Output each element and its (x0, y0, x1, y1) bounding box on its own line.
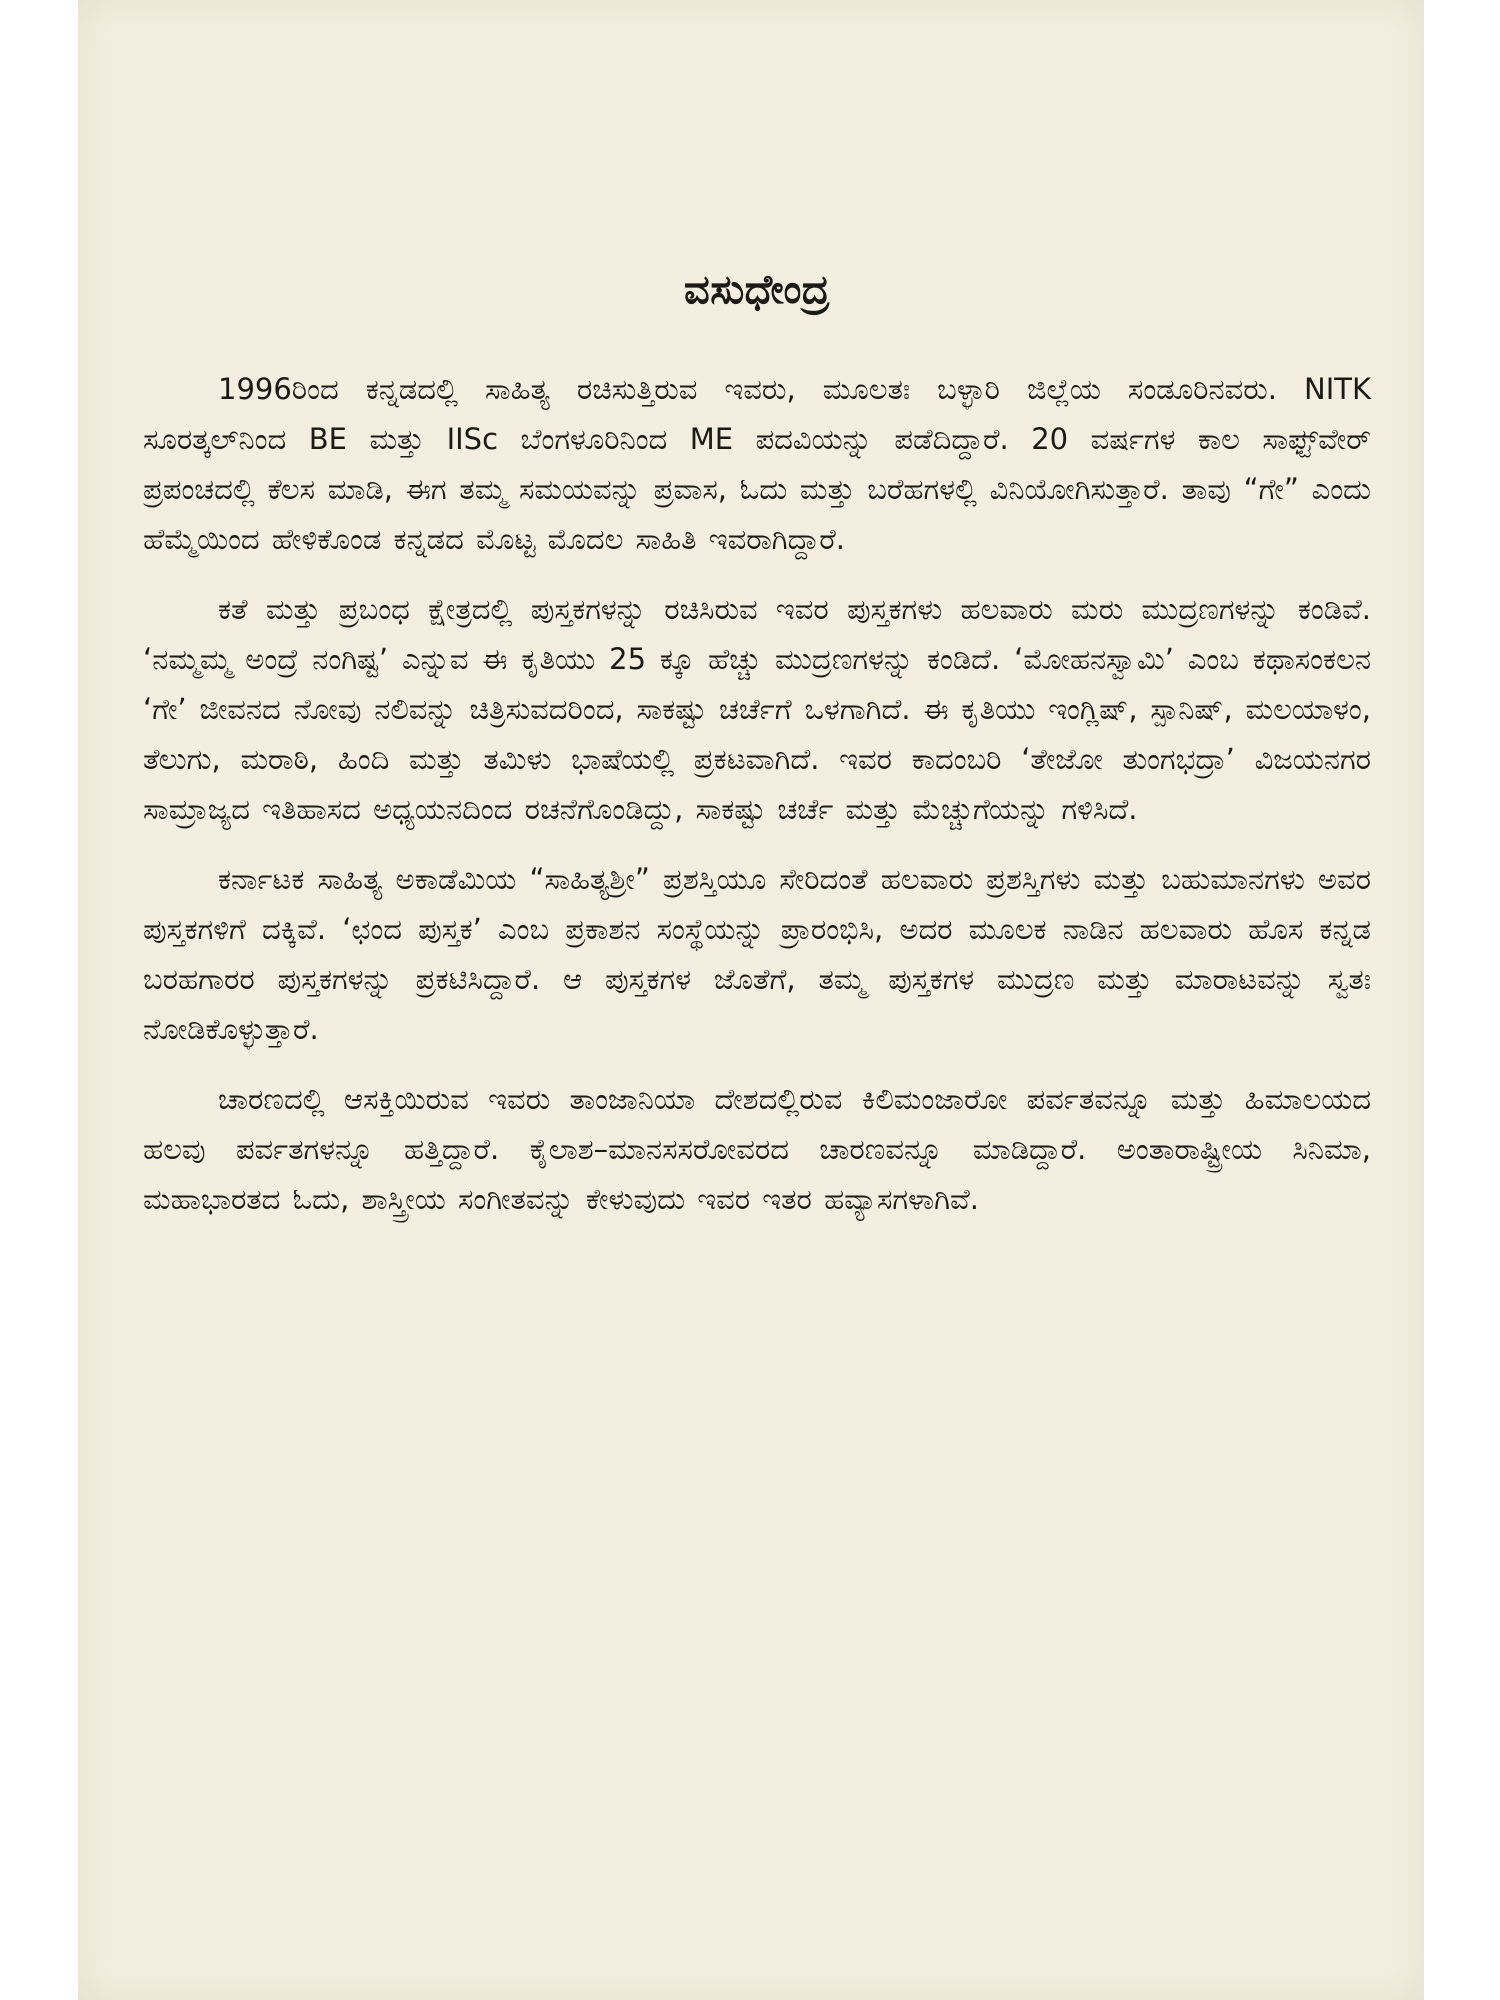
page-content (143, 260, 1371, 1244)
paragraph-hobbies: ಚಾರಣದಲ್ಲಿ ಆಸಕ್ತಿಯಿರುವ ಇವರು ತಾಂಜಾನಿಯಾ ದೇಶದಲ್ಲಿರುವ ಕಿಲಿಮಂಜಾರೋ ಪರ್ವತವನ್ನೂ ಮತ್ತು ಹಿಮಾಲಯದ ಹಲವು ಪರ್ವತಗಳನ್ನೂ ಹತ್ತಿದ್ದಾರೆ. ಕೈಲಾಶ–ಮಾನಸಸರೋವರದ ಚಾರಣವನ್ನೂ ಮಾಡಿದ್ದಾರೆ. ಅಂತಾರಾಷ್ಟ್ರೀಯ ಸಿನಿಮಾ, ಮಹಾಭಾರತದ ಓದು, ಶಾಸ್ತ್ರೀಯ ಸಂಗೀತವನ್ನು ಕೇಳುವುದು ಇವರ ಇತರ ಹವ್ಯಾಸಗಳಾಗಿವೆ. (143, 1082, 1371, 1216)
book-page (78, 0, 1424, 2000)
paragraph-education-career: 1996ರಿಂದ ಕನ್ನಡದಲ್ಲಿ ಸಾಹಿತ್ಯ ರಚಿಸುತ್ತಿರುವ ಇವರು, ಮೂಲತಃ ಬಳ್ಳಾರಿ ಜಿಲ್ಲೆಯ ಸಂಡೂರಿನವರು. NITK ಸೂರತ್ಕಲ್‌ನಿಂದ BE ಮತ್ತು IISc ಬೆಂಗಳೂರಿನಿಂದ ME ಪದವಿಯನ್ನು ಪಡೆದಿದ್ದಾರೆ. 20 ವರ್ಷಗಳ ಕಾಲ ಸಾಫ್ಟ್‌ವೇರ್ ಪ್ರಪಂಚದಲ್ಲಿ ಕೆಲಸ ಮಾಡಿ, ಈಗ ತಮ್ಮ ಸಮಯವನ್ನು ಪ್ರವಾಸ, ಓದು ಮತ್ತು ಬರೆಹಗಳಲ್ಲಿ ವಿನಿಯೋಗಿಸುತ್ತಾರೆ. ತಾವು “ಗೇ” ಎಂದು ಹೆಮ್ಮೆಯಿಂದ ಹೇಳಿಕೊಂಡ ಕನ್ನಡದ ಮೊಟ್ಟ ಮೊದಲ ಸಾಹಿತಿ ಇವರಾಗಿದ್ದಾರೆ. (143, 372, 1371, 556)
paragraph-books: ಕತೆ ಮತ್ತು ಪ್ರಬಂಧ ಕ್ಷೇತ್ರದಲ್ಲಿ ಪುಸ್ತಕಗಳನ್ನು ರಚಿಸಿರುವ ಇವರ ಪುಸ್ತಕಗಳು ಹಲವಾರು ಮರು ಮುದ್ರಣಗಳನ್ನು ಕಂಡಿವೆ. ‘ನಮ್ಮಮ್ಮ ಅಂದ್ರೆ ನಂಗಿಷ್ಟ’ ಎನ್ನುವ ಈ ಕೃತಿಯು 25 ಕ್ಕೂ ಹೆಚ್ಚು ಮುದ್ರಣಗಳನ್ನು ಕಂಡಿದೆ. ‘ಮೋಹನಸ್ವಾಮಿ’ ಎಂಬ ಕಥಾಸಂಕಲನ ‘ಗೇ’ ಜೀವನದ ನೋವು ನಲಿವನ್ನು ಚಿತ್ರಿಸುವದರಿಂದ, ಸಾಕಷ್ಟು ಚರ್ಚೆಗೆ ಒಳಗಾಗಿದೆ. ಈ ಕೃತಿಯು ಇಂಗ್ಲಿಷ್, ಸ್ಪಾನಿಷ್, ಮಲಯಾಳಂ, ತೆಲುಗು, ಮರಾಠಿ, ಹಿಂದಿ ಮತ್ತು ತಮಿಳು ಭಾಷೆಯಲ್ಲಿ ಪ್ರಕಟವಾಗಿದೆ. ಇವರ ಕಾದಂಬರಿ ‘ತೇಜೋ ತುಂಗಭದ್ರಾ’ ವಿಜಯನಗರ ಸಾಮ್ರಾಜ್ಯದ ಇತಿಹಾಸದ ಅಧ್ಯಯನದಿಂದ ರಚನೆಗೊಂಡಿದ್ದು, ಸಾಕಷ್ಟು ಚರ್ಚೆ ಮತ್ತು ಮೆಚ್ಚುಗೆಯನ್ನು ಗಳಿಸಿದೆ. (143, 592, 1371, 826)
page-title: ವಸುಧೇಂದ್ರ (684, 267, 830, 313)
paragraph-awards-publishing: ಕರ್ನಾಟಕ ಸಾಹಿತ್ಯ ಅಕಾಡೆಮಿಯ “ಸಾಹಿತ್ಯಶ್ರೀ” ಪ್ರಶಸ್ತಿಯೂ ಸೇರಿದಂತೆ ಹಲವಾರು ಪ್ರಶಸ್ತಿಗಳು ಮತ್ತು ಬಹುಮಾನಗಳು ಅವರ ಪುಸ್ತಕಗಳಿಗೆ ದಕ್ಕಿವೆ. ‘ಛಂದ ಪುಸ್ತಕ’ ಎಂಬ ಪ್ರಕಾಶನ ಸಂಸ್ಥೆಯನ್ನು ಪ್ರಾರಂಭಿಸಿ, ಅದರ ಮೂಲಕ ನಾಡಿನ ಹಲವಾರು ಹೊಸ ಕನ್ನಡ ಬರಹಗಾರರ ಪುಸ್ತಕಗಳನ್ನು ಪ್ರಕಟಿಸಿದ್ದಾರೆ. ಆ ಪುಸ್ತಕಗಳ ಜೊತೆಗೆ, ತಮ್ಮ ಪುಸ್ತಕಗಳ ಮುದ್ರಣ ಮತ್ತು ಮಾರಾಟವನ್ನು ಸ್ವತಃ ನೋಡಿಕೊಳ್ಳುತ್ತಾರೆ. (143, 862, 1371, 1046)
